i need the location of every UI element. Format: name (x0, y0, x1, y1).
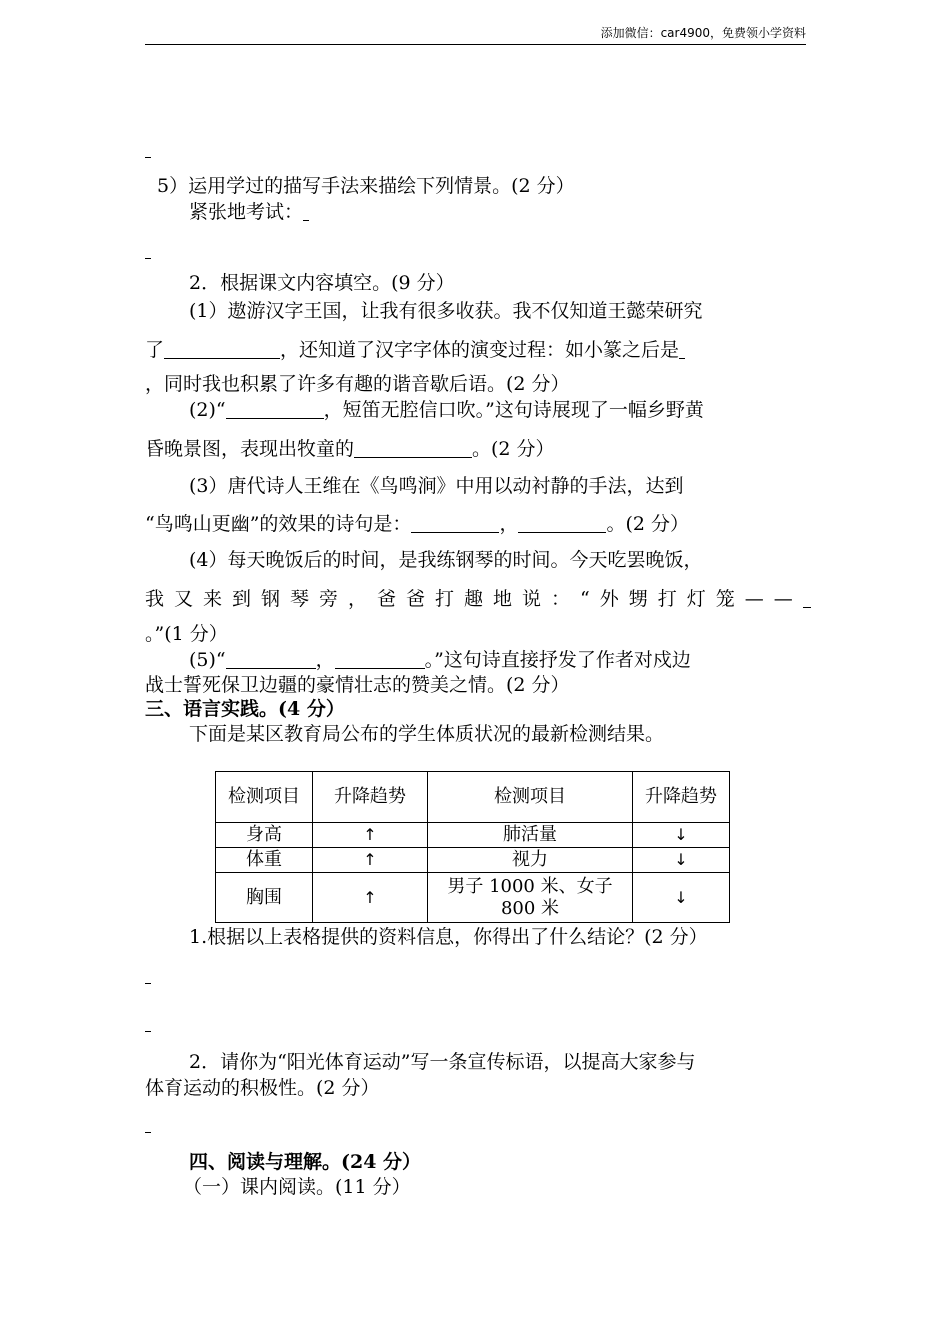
answer-line (145, 1031, 151, 1032)
fill-blank[interactable] (354, 439, 472, 458)
section-2-title: 2．根据课文内容填空。(9 分） (189, 272, 455, 294)
item-1-line1: (1）遨游汉字王国，让我有很多收获。我不仅知道王懿荣研究 (189, 300, 703, 322)
header-cell: 检测项目 (216, 772, 313, 823)
header-cell: 升降趋势 (633, 772, 730, 823)
item-3-line1: (3）唐代诗人王维在《鸟鸣涧》中用以动衬静的手法，达到 (189, 475, 684, 497)
section-3-title: 三、语言实践。(4 分） (145, 698, 345, 720)
section-4-title: 四、阅读与理解。(24 分） (189, 1151, 422, 1173)
fill-blank[interactable] (335, 650, 425, 669)
up-arrow-icon: ↑ (313, 848, 428, 873)
item-4-line3: 。”(1 分） (145, 623, 228, 645)
item-2-line2: 昏晚景图，表现出牧童的 。(2 分） (145, 438, 555, 460)
item-1-line2: 了 ，还知道了汉字字体的演变过程：如小篆之后是 (145, 338, 809, 362)
header-rule (145, 44, 806, 45)
answer-line (145, 983, 151, 984)
up-arrow-icon: ↑ (313, 823, 428, 848)
question-5: 5）运用学过的描写手法来描绘下列情景。(2 分） (157, 175, 575, 197)
table-cell: 胸围 (216, 873, 313, 923)
table-cell: 视力 (428, 848, 633, 873)
down-arrow-icon: ↓ (633, 848, 730, 873)
down-arrow-icon: ↓ (633, 823, 730, 848)
item-2-line1: (2)“ ，短笛无腔信口吹。”这句诗展现了一幅乡野黄 (189, 399, 704, 421)
fill-blank[interactable] (679, 340, 685, 359)
practice-question-2-line2: 体育运动的积极性。(2 分） (145, 1077, 380, 1099)
header-cell: 升降趋势 (313, 772, 428, 823)
fill-blank[interactable] (164, 340, 280, 359)
header-cell: 检测项目 (428, 772, 633, 823)
fill-blank[interactable] (803, 589, 811, 608)
fitness-table (215, 771, 730, 923)
practice-question-2-line1: 2．请你为“阳光体育运动”写一条宣传标语，以提高大家参与 (189, 1051, 696, 1073)
question-5-prompt: 紧张地考试： (145, 200, 853, 224)
item-4-line1: (4）每天晚饭后的时间，是我练钢琴的时间。今天吃罢晚饭， (189, 549, 703, 571)
answer-line (145, 1132, 151, 1133)
fill-blank[interactable] (226, 400, 324, 419)
up-arrow-icon: ↑ (313, 873, 428, 923)
item-5-line1: (5)“ ， 。”这句诗直接抒发了作者对戍边 (189, 649, 691, 671)
fill-blank[interactable] (226, 650, 316, 669)
section-4-sub: （一）课内阅读。(11 分） (183, 1176, 411, 1198)
table-cell: 肺活量 (428, 823, 633, 848)
section-3-intro: 下面是某区教育局公布的学生体质状况的最新检测结果。 (189, 723, 665, 745)
answer-line (145, 258, 151, 259)
item-5-line2: 战士誓死保卫边疆的豪情壮志的赞美之情。(2 分） (145, 674, 570, 696)
table-cell: 体重 (216, 848, 313, 873)
table-cell: 身高 (216, 823, 313, 848)
page-header: 添加微信：car4900，免费领小学资料 (600, 26, 806, 40)
table-cell: 男子 1000 米、女子 800 米 (428, 873, 633, 923)
item-3-line2: “鸟鸣山更幽”的效果的诗句是： ， 。(2 分） (145, 513, 689, 535)
practice-question-1: 1.根据以上表格提供的资料信息，你得出了什么结论？(2 分） (189, 926, 708, 948)
answer-line (145, 157, 151, 158)
fill-blank[interactable] (518, 514, 606, 533)
item-4-line2: 我又来到钢琴旁，爸爸打趣地说：“外甥打灯笼—— (145, 587, 809, 611)
down-arrow-icon: ↓ (633, 873, 730, 923)
fill-blank[interactable] (411, 514, 499, 533)
item-1-line3: ，同时我也积累了许多有趣的谐音歇后语。(2 分） (145, 373, 570, 395)
